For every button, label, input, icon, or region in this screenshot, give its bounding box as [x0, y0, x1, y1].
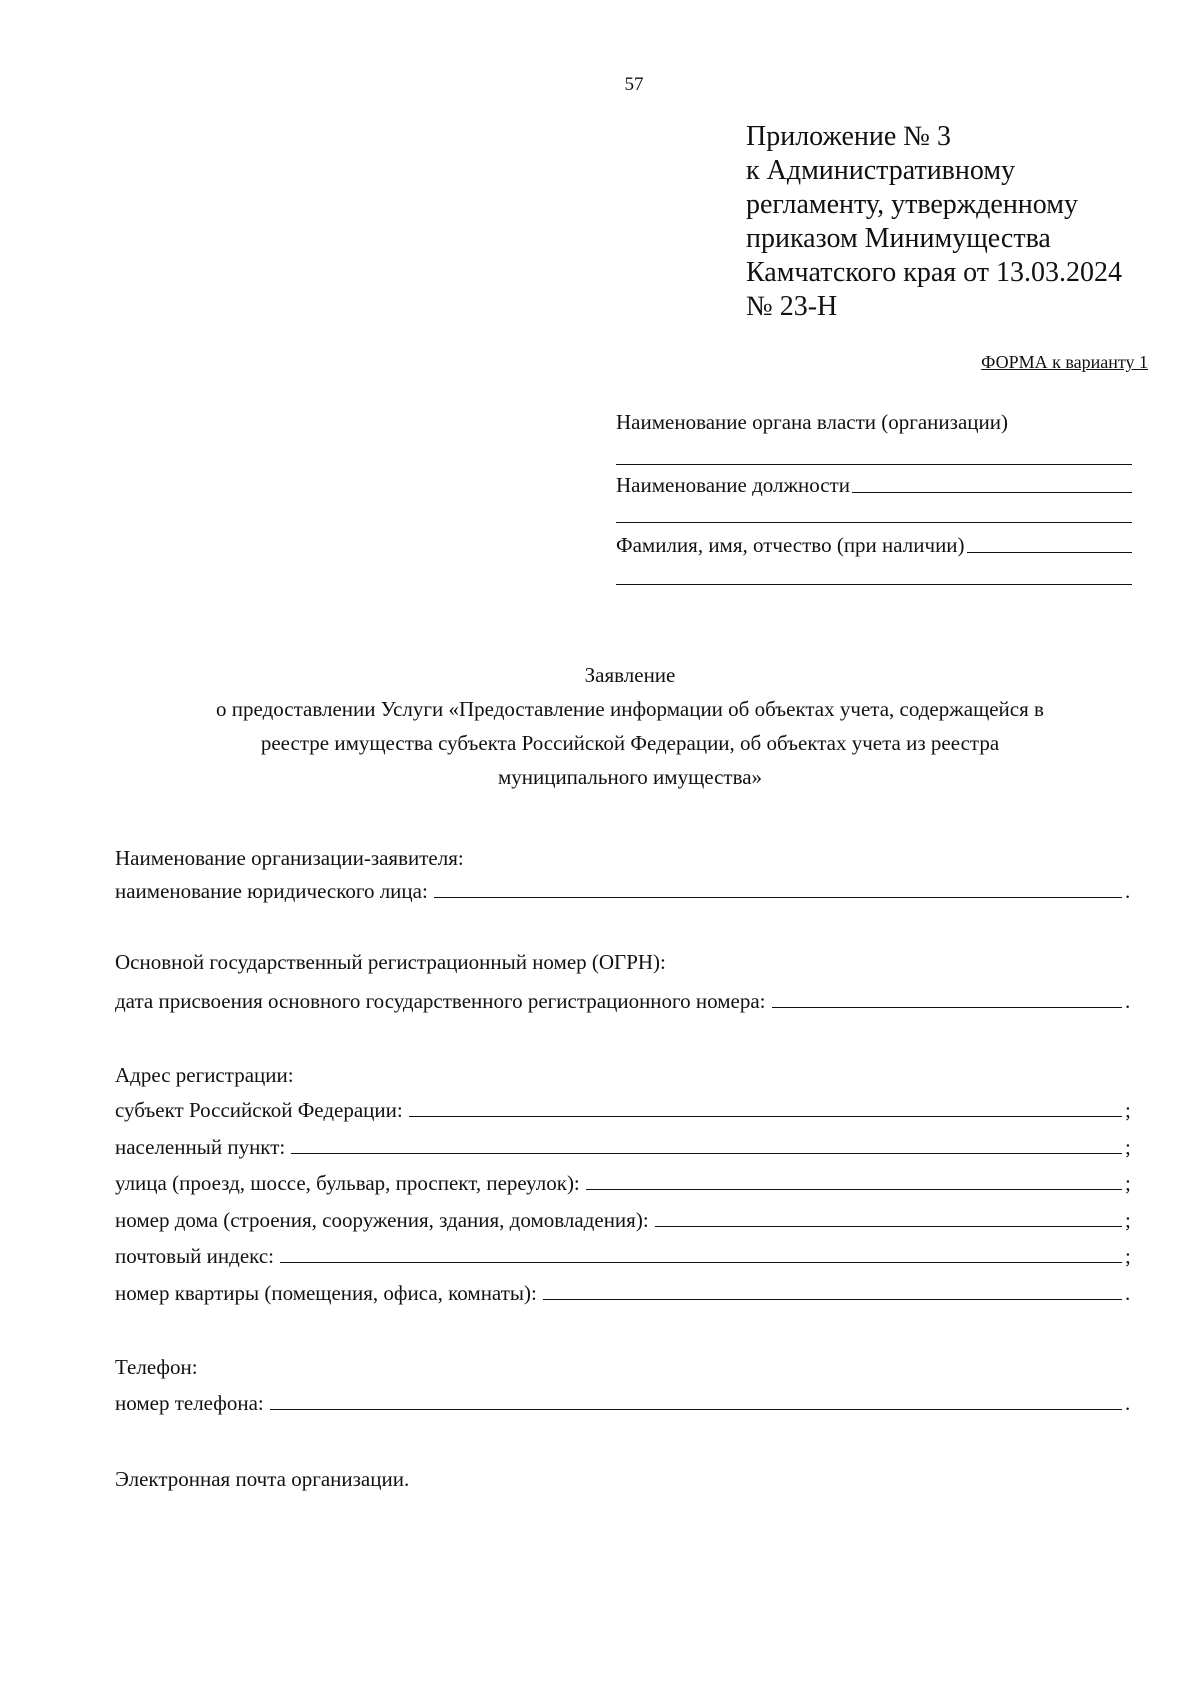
address-house-row	[115, 1203, 1135, 1233]
legal-entity-row	[115, 874, 1135, 904]
ogrn-date-field[interactable]	[772, 1007, 1123, 1008]
addressee-name-row	[616, 530, 1132, 558]
address-locality-label: населенный пункт:	[115, 1135, 286, 1159]
address-postcode-row	[115, 1239, 1135, 1269]
address-apartment-label: номер квартиры (помещения, офиса, комнаты):	[115, 1281, 537, 1305]
appendix-line: Камчатского края от 13.03.2024	[746, 257, 1122, 288]
org-name-heading: Наименование организации-заявителя:	[115, 846, 464, 870]
address-postcode-field[interactable]	[280, 1262, 1122, 1263]
address-region-label: субъект Российской Федерации:	[115, 1098, 403, 1122]
ogrn-date-label: дата присвоения основного государственного регистрационного номера:	[115, 989, 766, 1013]
addressee-position-field[interactable]	[852, 492, 1132, 493]
application-title: Заявление	[584, 663, 676, 687]
phone-number-field[interactable]	[270, 1409, 1122, 1410]
address-region-end: ;	[1125, 1098, 1131, 1122]
address-apartment-end: .	[1125, 1281, 1131, 1305]
address-street-label: улица (проезд, шоссе, бульвар, проспект, переулок):	[115, 1171, 580, 1195]
address-apartment-row	[115, 1276, 1135, 1306]
application-subtitle-line: реестре имущества субъекта Российской Федерации, об объектах учета из реестра	[260, 731, 1000, 755]
ogrn-date-row	[115, 984, 1135, 1014]
address-house-label: номер дома (строения, сооружения, здания, домовладения):	[115, 1208, 649, 1232]
legal-entity-label: наименование юридического лица:	[115, 879, 428, 903]
phone-number-end: .	[1125, 1391, 1131, 1415]
address-postcode-end: ;	[1125, 1244, 1131, 1268]
address-heading: Адрес регистрации:	[115, 1063, 294, 1087]
addressee-position-field-extra[interactable]	[616, 522, 1132, 523]
form-variant-label: ФОРМА к варианту 1	[981, 352, 1148, 372]
email-heading: Электронная почта организации.	[115, 1467, 410, 1491]
address-locality-end: ;	[1125, 1135, 1131, 1159]
address-region-field[interactable]	[409, 1116, 1122, 1117]
address-region-row	[115, 1093, 1135, 1123]
addressee-authority-field[interactable]	[616, 464, 1132, 465]
addressee-name-label: Фамилия, имя, отчество (при наличии)	[616, 533, 965, 557]
phone-number-label: номер телефона:	[115, 1391, 264, 1415]
addressee-name-field-extra[interactable]	[616, 584, 1132, 585]
ogrn-date-end: .	[1125, 989, 1131, 1013]
address-street-end: ;	[1125, 1171, 1131, 1195]
ogrn-heading: Основной государственный регистрационный номер (ОГРН):	[115, 950, 666, 974]
appendix-line: приказом Минимущества	[746, 223, 1051, 254]
address-house-end: ;	[1125, 1208, 1131, 1232]
address-street-row	[115, 1166, 1135, 1196]
legal-entity-end: .	[1125, 879, 1131, 903]
appendix-line: № 23-Н	[746, 291, 838, 322]
address-street-field[interactable]	[586, 1189, 1122, 1190]
address-locality-row	[115, 1130, 1135, 1160]
application-subtitle-line: муниципального имущества»	[497, 765, 763, 789]
appendix-line: к Административному	[746, 155, 1016, 186]
phone-number-row	[115, 1386, 1135, 1416]
legal-entity-field[interactable]	[434, 897, 1122, 898]
addressee-position-label: Наименование должности	[616, 473, 850, 497]
appendix-line: Приложение № 3	[746, 121, 951, 152]
appendix-note	[746, 120, 1166, 324]
addressee-position-row	[616, 470, 1132, 498]
address-house-field[interactable]	[655, 1226, 1122, 1227]
appendix-line: регламенту, утвержденному	[746, 189, 1078, 220]
page-number: 57	[624, 74, 644, 95]
address-apartment-field[interactable]	[543, 1299, 1122, 1300]
application-title-block	[140, 658, 1120, 794]
phone-heading: Телефон:	[115, 1355, 198, 1379]
addressee-name-field[interactable]	[967, 552, 1132, 553]
application-subtitle-line: о предоставлении Услуги «Предоставление информации об объектах учета, содержащейся в	[216, 697, 1044, 721]
address-locality-field[interactable]	[291, 1153, 1122, 1154]
addressee-authority-label: Наименование органа власти (организации)	[616, 410, 1008, 434]
address-postcode-label: почтовый индекс:	[115, 1244, 274, 1268]
